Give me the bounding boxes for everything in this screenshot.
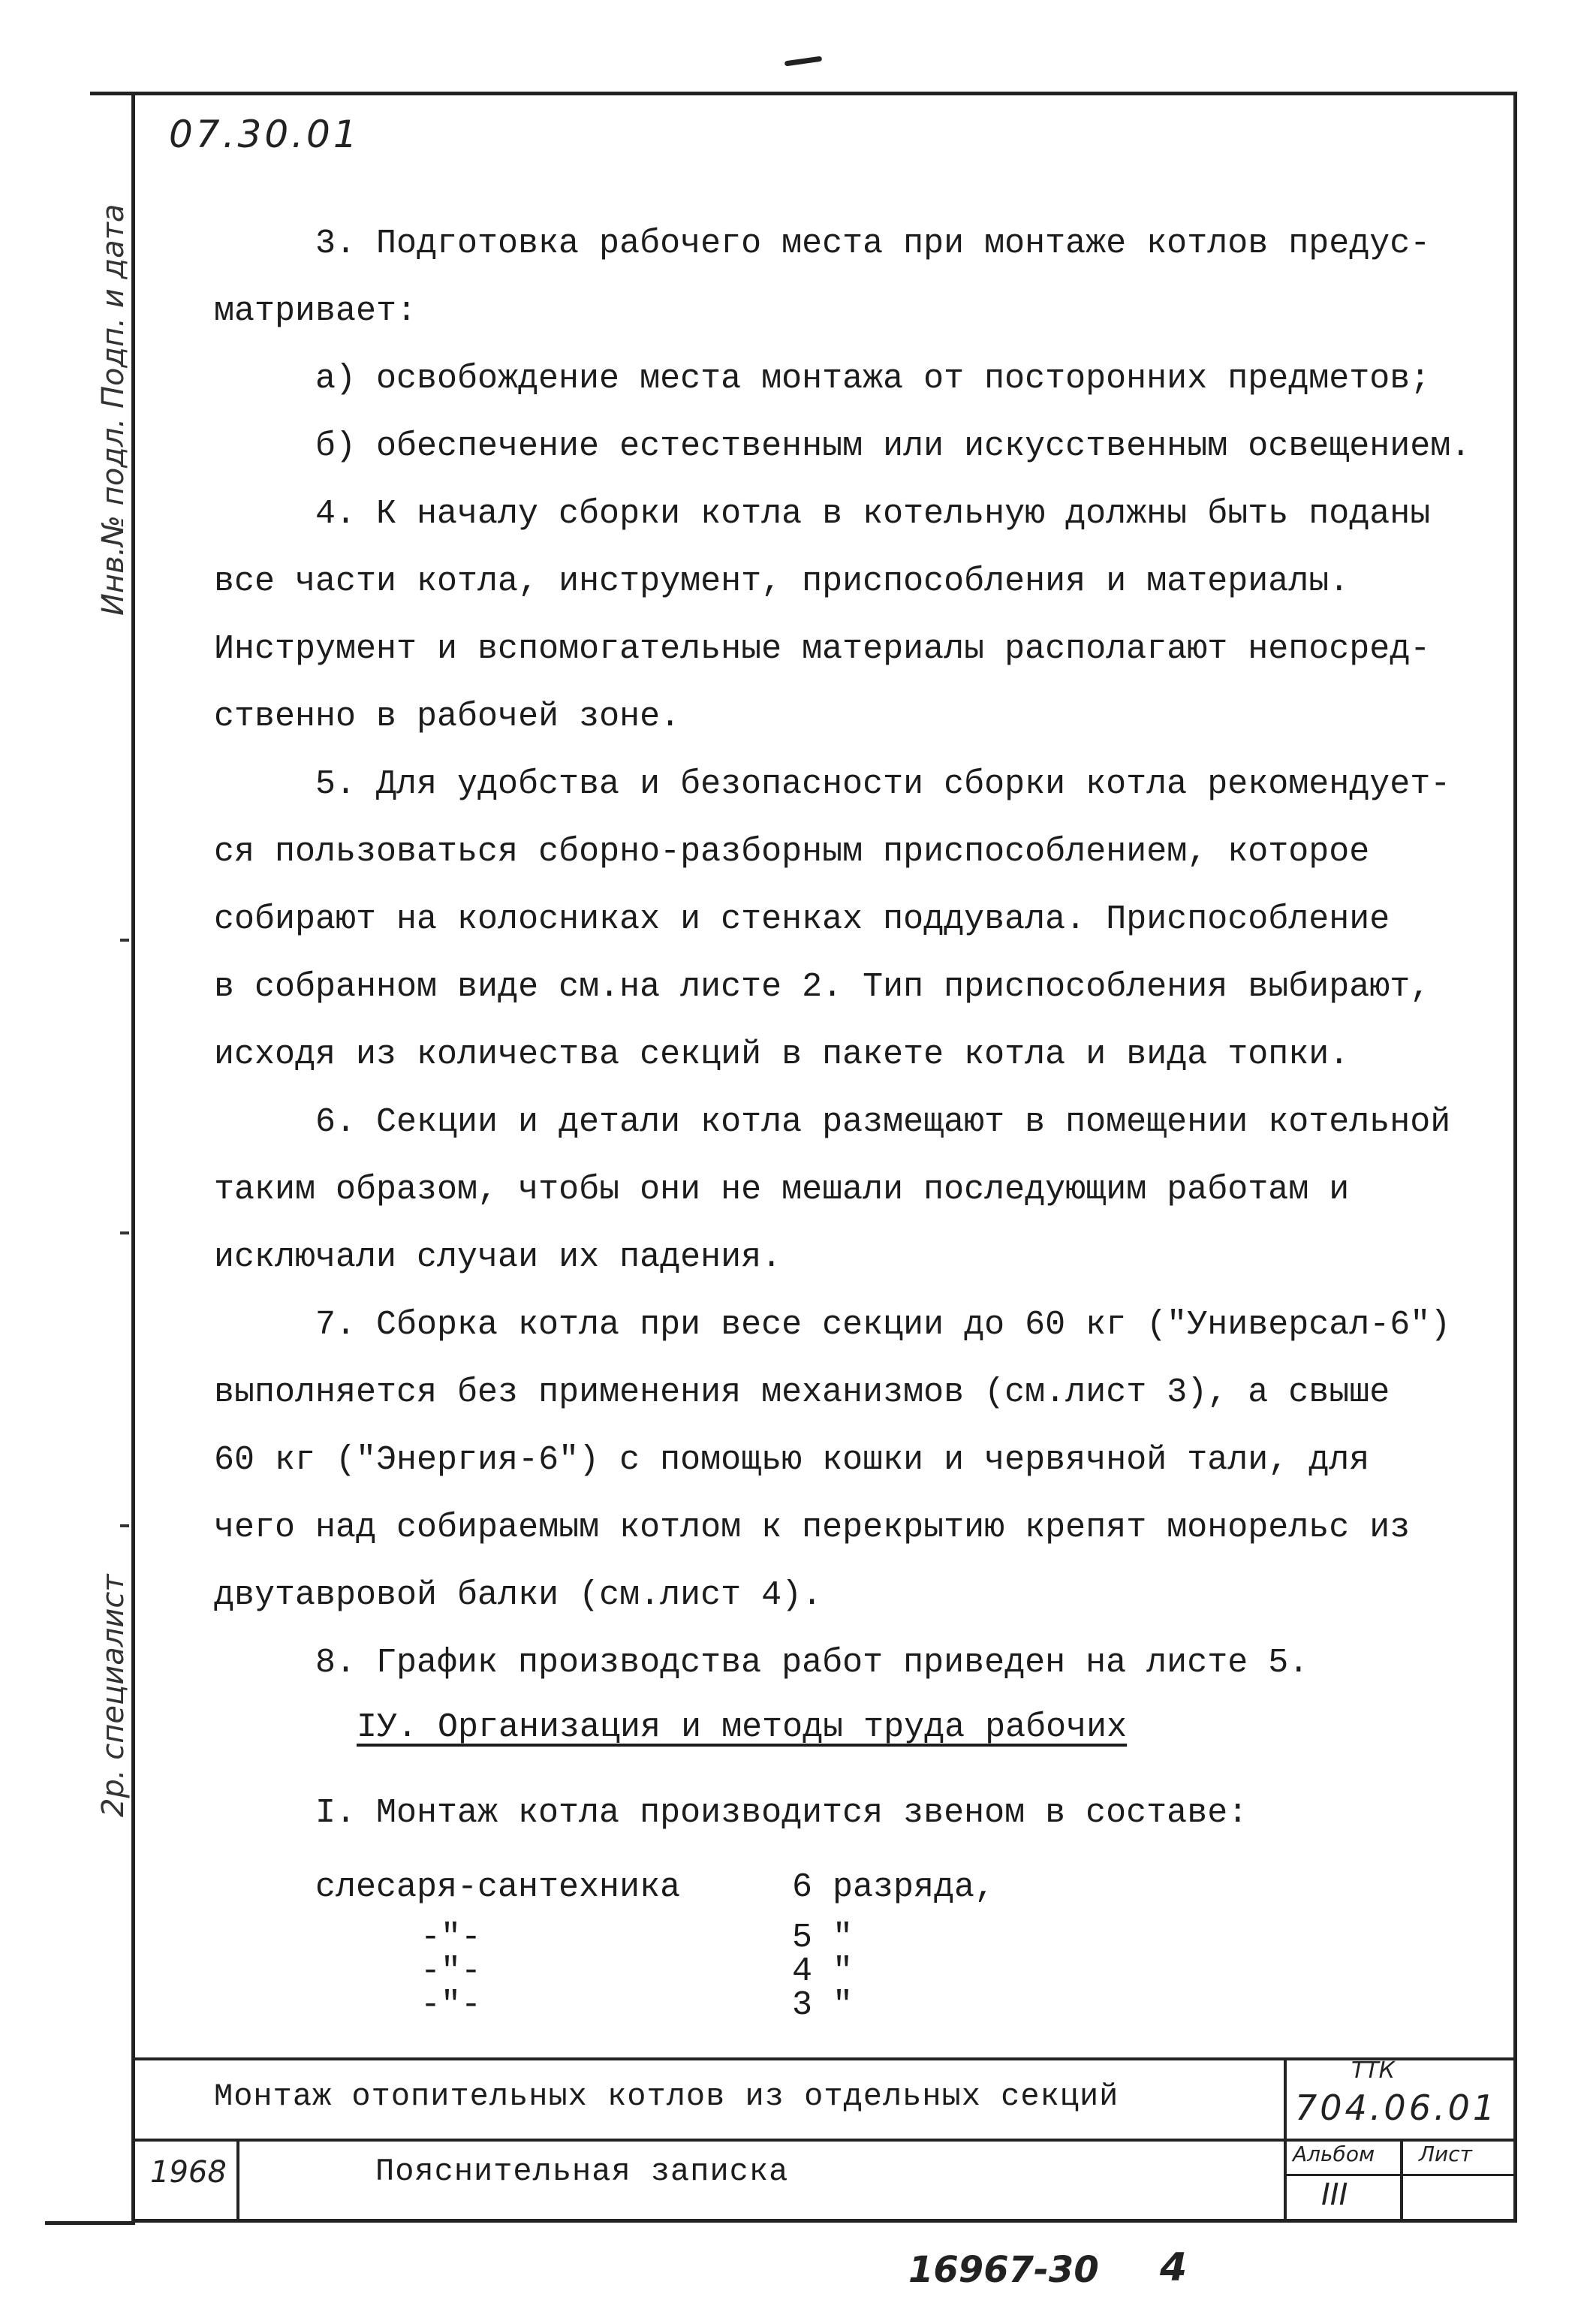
title-block-album-rule	[1284, 2174, 1517, 2176]
margin-tick	[120, 1231, 129, 1234]
paragraph-line: ся пользоваться сборно-разборным приспособлением, которое	[214, 833, 1370, 871]
margin-note-top: Инв.№ подл. Подп. и дата	[96, 203, 131, 616]
paragraph-line: б) обеспечение естественным или искусственным освещением.	[315, 427, 1471, 466]
crew-role: -"-	[420, 1919, 482, 1957]
paragraph-line: чего над собираемым котлом к перекрытию крепят монорельс из	[214, 1509, 1411, 1547]
crew-role: слесаря-сантехника	[315, 1868, 681, 1907]
paragraph-line: ственно в рабочей зоне.	[214, 698, 681, 736]
margin-tick	[120, 939, 129, 942]
album-label: Альбом	[1293, 2142, 1375, 2166]
paragraph-line: матривает:	[214, 292, 417, 330]
paragraph-line: 3. Подготовка рабочего места при монтаже котлов предус-	[315, 225, 1431, 263]
paragraph-line: исключали случаи их падения.	[214, 1238, 782, 1277]
paragraph-line: 6. Секции и детали котла размещают в помещении котельной	[315, 1103, 1451, 1141]
paragraph-line: Инструмент и вспомогательные материалы располагают непосред-	[214, 630, 1431, 668]
crew-grade: 3 "	[792, 1986, 854, 2024]
crew-grade: 6 разряда,	[792, 1868, 995, 1907]
paragraph-line: таким образом, чтобы они не мешали последующим работам и	[214, 1171, 1350, 1209]
paragraph-line: все части котла, инструмент, приспособления и материалы.	[214, 562, 1350, 601]
paragraph-line: в собранном виде см.на листе 2. Тип приспособления выбирают,	[214, 968, 1431, 1006]
bottom-page-number: 4	[1160, 2245, 1188, 2290]
margin-tick	[120, 1524, 129, 1527]
ttk-label: ТТК	[1351, 2057, 1395, 2084]
frame-left-extension	[90, 92, 135, 95]
margin-note-bottom: 2р. специалист	[96, 1574, 131, 1817]
crew-grade: 4 "	[792, 1952, 854, 1991]
sheet-label: Лист	[1419, 2142, 1472, 2166]
paragraph-line: собирают на колосниках и стенках поддувала. Приспособление	[214, 900, 1390, 939]
crew-role: -"-	[420, 1986, 482, 2024]
title-block-title: Монтаж отопительных котлов из отдельных секций	[214, 2078, 1119, 2115]
crew-grade: 5 "	[792, 1919, 854, 1957]
title-block-sheet-divider	[1400, 2139, 1403, 2223]
title-block-right-divider	[1284, 2057, 1287, 2223]
year: 1968	[150, 2155, 227, 2190]
section-intro: I. Монтаж котла производится звеном в составе:	[315, 1794, 1248, 1832]
paragraph-line: 5. Для удобства и безопасности сборки котла рекомендует-	[315, 765, 1451, 803]
section-heading: IУ. Организация и методы труда рабочих	[357, 1708, 1128, 1747]
title-block-subtitle: Пояснительная записка	[375, 2154, 789, 2190]
bottom-stamp: 16967-30	[908, 2249, 1099, 2291]
crew-role: -"-	[420, 1952, 482, 1991]
paragraph-line: а) освобождение места монтажа от посторонних предметов;	[315, 360, 1431, 398]
paragraph-line: 60 кг ("Энергия-6") с помощью кошки и червячной тали, для	[214, 1441, 1370, 1479]
document-code: 07.30.01	[169, 113, 360, 156]
paragraph-line: исходя из количества секций в пакете котла и вида топки.	[214, 1035, 1350, 1074]
paragraph-line: выполняется без применения механизмов (см.лист 3), а свыше	[214, 1373, 1390, 1412]
album-value: III	[1321, 2178, 1348, 2212]
title-block-year-divider	[236, 2139, 239, 2223]
bottom-left-mark	[45, 2221, 135, 2225]
paragraph-line: двутавровой балки (см.лист 4).	[214, 1576, 823, 1614]
title-block-top-rule	[131, 2057, 1517, 2060]
ttk-code: 704.06.01	[1295, 2087, 1498, 2128]
paragraph-line: 7. Сборка котла при весе секции до 60 кг ("Универсал-6")	[315, 1306, 1451, 1344]
paragraph-line: 8. График производства работ приведен на листе 5.	[315, 1644, 1309, 1682]
top-scribble	[784, 56, 822, 67]
paragraph-line: 4. К началу сборки котла в котельную должны быть поданы	[315, 495, 1431, 533]
